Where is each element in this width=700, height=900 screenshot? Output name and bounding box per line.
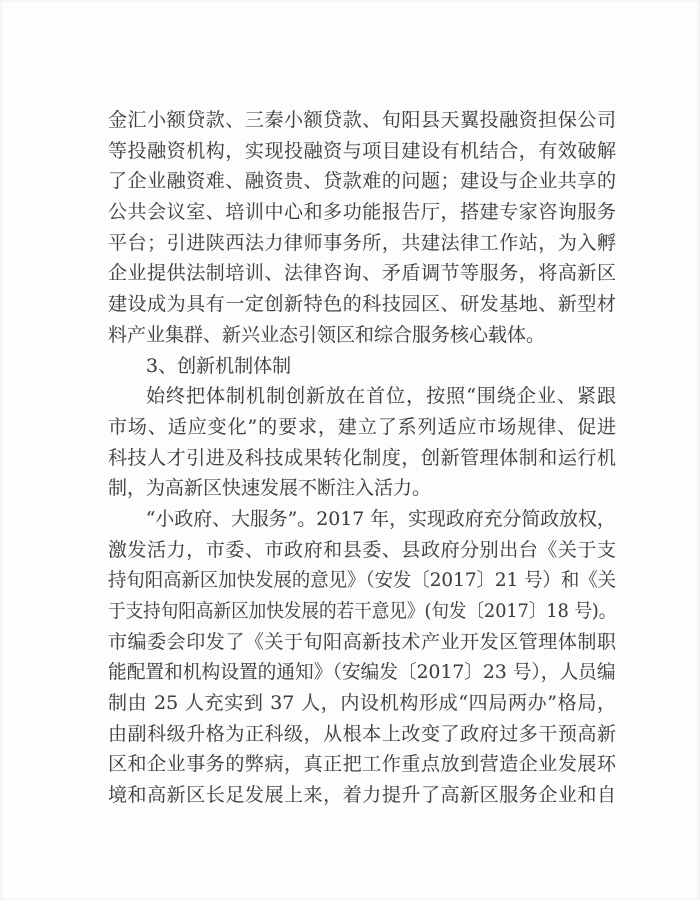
text-line: “小政府、大服务”。2017 年，实现政府充分简政放权，	[145, 507, 616, 530]
text-block	[108, 105, 616, 811]
text-line: 制，为高新区快速发展不断注入活力。	[108, 477, 432, 500]
text-line: 建设成为具有一定创新特色的科技园区、研发基地、新型材	[108, 293, 616, 316]
text-line: 市场、适应变化”的要求，建立了系列适应市场规律、促进	[108, 415, 616, 438]
text-line: 市编委会印发了《关于旬阳高新技术产业开发区管理体制职	[108, 630, 616, 653]
text-line: 激发活力，市委、市政府和县委、县政府分别出台《关于支	[108, 538, 616, 561]
text-line: 境和高新区长足发展上来，着力提升了高新区服务企业和自	[108, 784, 616, 807]
text-line: 区和企业事务的弊病，真正把工作重点放到营造企业发展环	[108, 753, 616, 776]
text-line: 于支持旬阳高新区加快发展的若干意见》(旬发〔2017〕18 号)。	[108, 600, 617, 622]
text-line: 制由 25 人充实到 37 人，内设机构形成“四局两办”格局，	[108, 692, 616, 715]
text-line: 了企业融资难、融资贵、贷款难的问题；建设与企业共享的	[108, 170, 616, 193]
text-line: 能配置和机构设置的通知》（安编发〔2017〕23 号），人员编	[108, 661, 616, 684]
text-line: 3、创新机制体制	[146, 354, 292, 377]
text-line: 持旬阳高新区加快发展的意见》（安发〔2017〕21 号）和《关	[108, 569, 617, 592]
text-line: 由副科级升格为正科级，从根本上改变了政府过多干预高新	[108, 722, 616, 745]
text-line: 平台；引进陕西法力律师事务所，共建法律工作站，为入孵	[108, 231, 616, 254]
text-line: 始终把体制机制创新放在首位，按照“围绕企业、紧跟	[146, 385, 616, 408]
text-line: 企业提供法制培训、法律咨询、矛盾调节等服务，将高新区	[108, 262, 616, 285]
text-line: 科技人才引进及科技成果转化制度，创新管理体制和运行机	[108, 446, 616, 469]
text-line: 等投融资机构，实现投融资与项目建设有机结合，有效破解	[108, 139, 616, 162]
text-line: 公共会议室、培训中心和多功能报告厅，搭建专家咨询服务	[108, 201, 616, 224]
text-line: 料产业集群、新兴业态引领区和综合服务核心载体。	[108, 323, 546, 346]
text-line: 金汇小额贷款、三秦小额贷款、旬阳县天翼投融资担保公司	[108, 109, 616, 131]
